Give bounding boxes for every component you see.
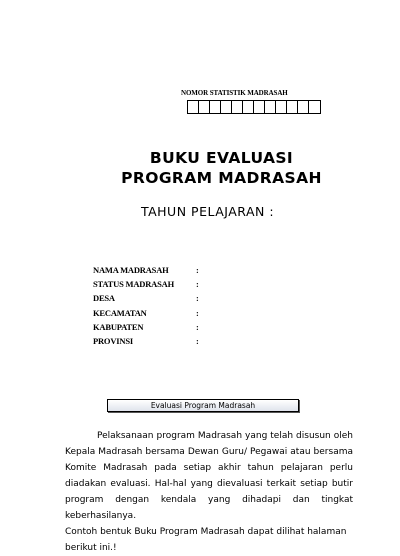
info-row-nama-madrasah — [93, 263, 199, 277]
nomor-statistik-digit-box[interactable] — [188, 101, 199, 113]
info-label: KECAMATAN — [93, 307, 147, 318]
nomor-statistik-digit-box[interactable] — [232, 101, 243, 113]
nomor-statistik-digit-box[interactable] — [243, 101, 254, 113]
nomor-statistik-digit-box[interactable] — [287, 101, 298, 113]
tahun-pelajaran: TAHUN PELAJARAN : — [140, 204, 275, 219]
section-body — [65, 428, 353, 556]
nomor-statistik-digit-box[interactable] — [265, 101, 276, 113]
info-colon: : — [196, 265, 199, 275]
paragraph-2: Contoh bentuk Buku Program Madrasah dapat dilihat halaman berikut ini.! — [65, 527, 347, 553]
document-title-line-1: BUKU EVALUASI — [149, 149, 294, 167]
nomor-statistik-digit-box[interactable] — [210, 101, 221, 113]
nomor-statistik-digit-box[interactable] — [221, 101, 232, 113]
info-colon: : — [196, 321, 199, 332]
info-row-status-madrasah — [93, 277, 199, 291]
nomor-statistik-label: NOMOR STATISTIK MADRASAH — [181, 89, 288, 97]
info-fields — [93, 263, 199, 348]
nomor-statistik-boxes[interactable] — [187, 100, 321, 114]
nomor-statistik-digit-box[interactable] — [276, 101, 287, 113]
nomor-statistik-digit-box[interactable] — [254, 101, 265, 113]
info-label: STATUS MADRASAH — [93, 279, 174, 290]
info-label: PROVINSI — [93, 335, 133, 346]
info-row-provinsi — [93, 334, 199, 348]
info-label: KABUPATEN — [93, 321, 144, 332]
info-colon: : — [196, 307, 199, 318]
info-label: DESA — [93, 293, 115, 304]
info-row-kecamatan — [93, 306, 199, 320]
document-title-line-2: PROGRAM MADRASAH — [121, 169, 322, 187]
info-row-desa — [93, 291, 199, 305]
nomor-statistik-digit-box[interactable] — [199, 101, 210, 113]
info-colon: : — [196, 293, 199, 304]
section-heading-box: Evaluasi Program Madrasah — [107, 399, 299, 412]
nomor-statistik-digit-box[interactable] — [298, 101, 309, 113]
nomor-statistik-digit-box[interactable] — [309, 101, 320, 113]
paragraph-1: Pelaksanaan program Madrasah yang telah disusun oleh Kepala Madrasah bersama Dewan Guru/ Pegawai atau bersama Komite Madrasah pada setiap akhir tahun pelajaran perlu diadakan evaluasi. Hal-hal yang dievaluasi terkait setiap butir program dengan kendala yang dihadapi dan tingkat keberhasilanya. — [65, 431, 353, 521]
info-colon: : — [196, 335, 199, 346]
info-row-kabupaten — [93, 320, 199, 334]
info-colon: : — [196, 279, 199, 290]
info-label: NAMA MADRASAH — [93, 265, 169, 275]
